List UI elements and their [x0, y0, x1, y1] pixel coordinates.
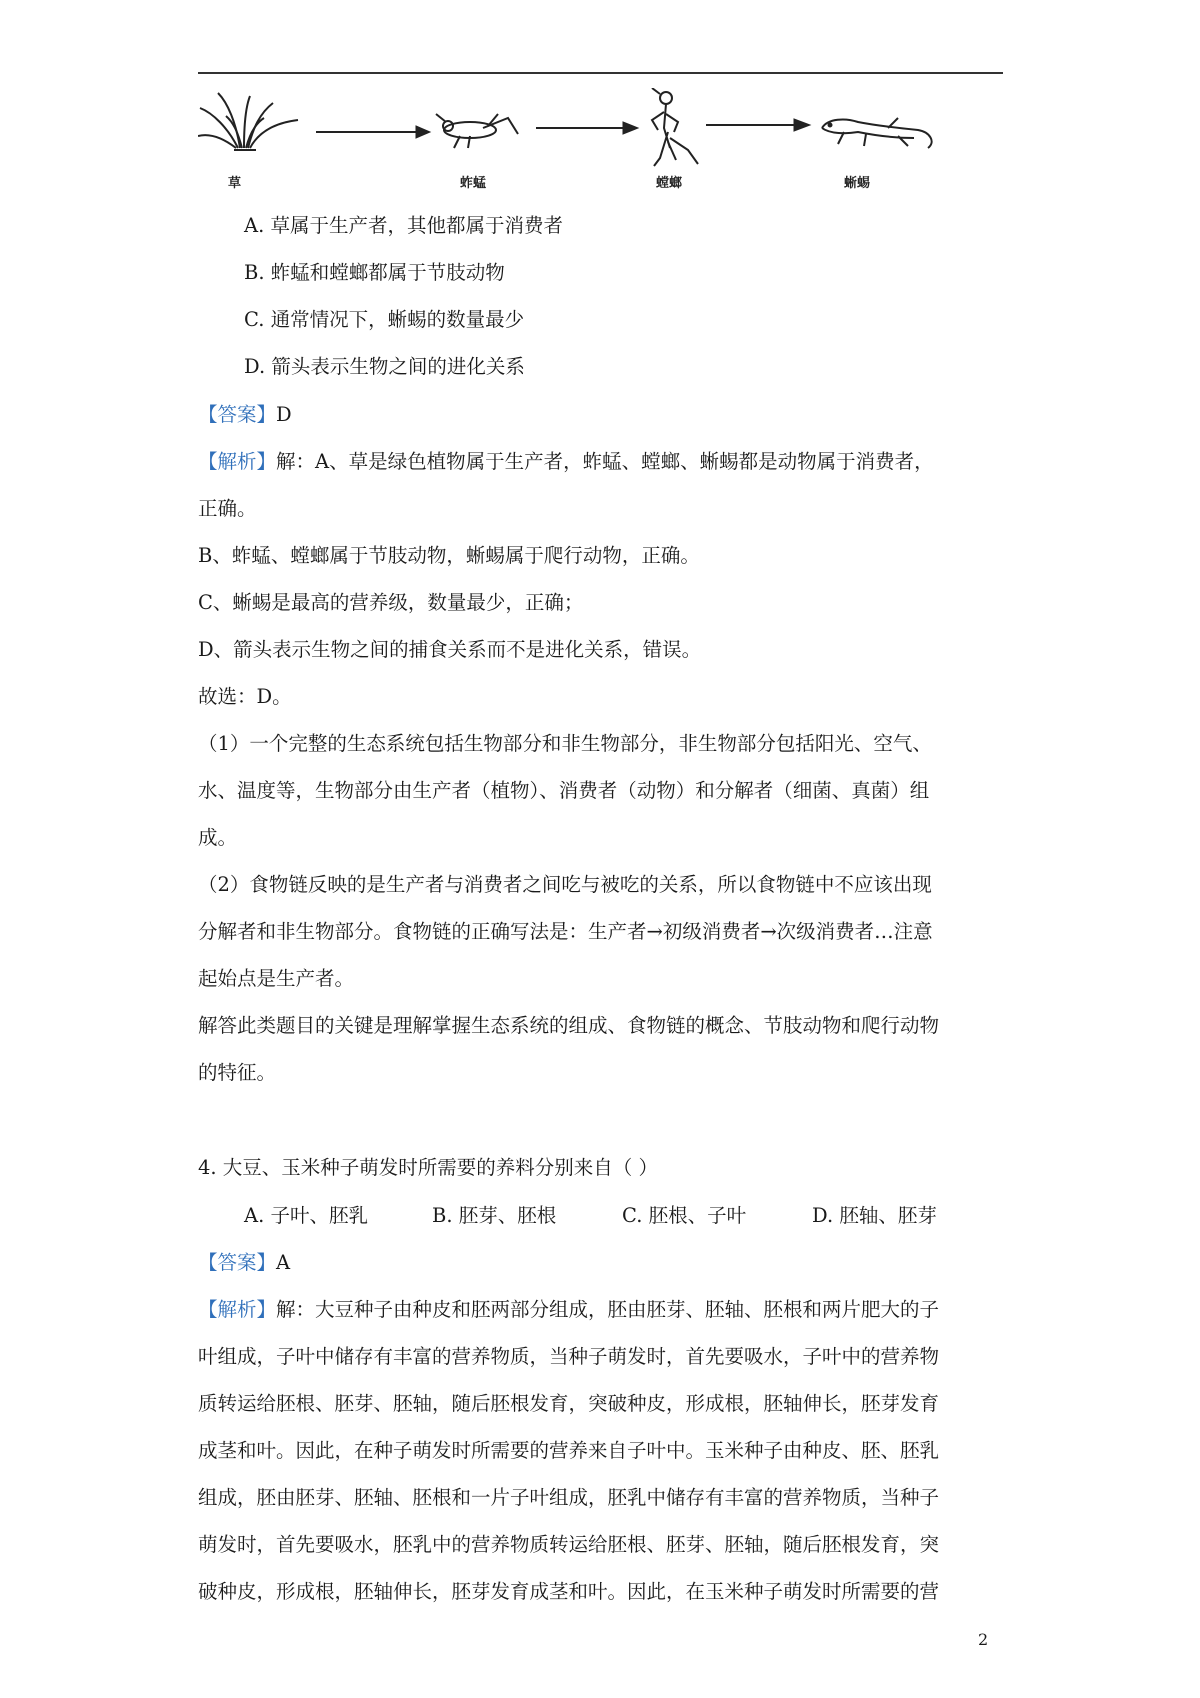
q4-analysis-line: 破种皮，形成根，胚轴伸长，胚芽发育成茎和叶。因此，在玉米种子萌发时所需要的营	[198, 1580, 940, 1603]
q3-option-b: B. 蚱蜢和螳螂都属于节肢动物	[244, 261, 505, 284]
figure-label-grasshopper: 蚱蜢	[460, 176, 487, 191]
grasshopper-illustration	[436, 114, 518, 148]
q3-analysis-first-line	[198, 449, 934, 475]
q3-analysis-line: （1）一个完整的生态系统包括生物部分和非生物部分，非生物部分包括阳光、空气、	[198, 732, 932, 755]
header-rule	[198, 72, 1003, 74]
q3-analysis-line: 分解者和非生物部分。食物链的正确写法是：生产者→初级消费者→次级消费者…注意	[198, 920, 933, 943]
answer-value: D	[276, 403, 292, 426]
q3-analysis-line: 故选：D。	[198, 685, 292, 708]
q4-option-b: B. 胚芽、胚根	[432, 1204, 557, 1227]
grass-illustration	[198, 93, 298, 150]
q4-analysis-line: 成茎和叶。因此，在种子萌发时所需要的营养来自子叶中。玉米种子由种皮、胚、胚乳	[198, 1439, 940, 1462]
q4-option-d: D. 胚轴、胚芽	[812, 1204, 937, 1227]
q4-analysis-line: 萌发时，首先要吸水，胚乳中的营养物质转运给胚根、胚芽、胚轴，随后胚根发育，突	[198, 1533, 940, 1556]
arrow-2	[536, 122, 638, 134]
q4-option-c: C. 胚根、子叶	[622, 1204, 747, 1227]
answer-tag: 【答案】	[198, 403, 277, 426]
figure-label-lizard: 蜥蜴	[844, 176, 871, 191]
q4-analysis-line: 组成，胚由胚芽、胚轴、胚根和一片子叶组成，胚乳中储存有丰富的营养物质，当种子	[198, 1486, 940, 1509]
q3-answer	[198, 402, 292, 428]
q3-analysis-line: B、蚱蜢、螳螂属于节肢动物，蜥蜴属于爬行动物，正确。	[198, 544, 700, 567]
page-number: 2	[978, 1630, 989, 1649]
q4-option-a: A. 子叶、胚乳	[244, 1204, 368, 1227]
q3-analysis-line: C、蜥蜴是最高的营养级，数量最少，正确；	[198, 591, 584, 614]
arrow-1	[316, 126, 430, 138]
q3-option-c: C. 通常情况下，蜥蜴的数量最少	[244, 308, 525, 331]
arrow-3	[706, 119, 810, 131]
lizard-illustration	[822, 118, 932, 148]
analysis-text: 解：A、草是绿色植物属于生产者，蚱蜢、螳螂、蜥蜴都是动物属于消费者，	[276, 450, 934, 473]
q4-analysis-line: 质转运给胚根、胚芽、胚轴，随后胚根发育，突破种皮，形成根，胚轴伸长，胚芽发育	[198, 1392, 940, 1415]
analysis-tag: 【解析】	[198, 450, 277, 473]
answer-tag: 【答案】	[198, 1251, 277, 1274]
q4-answer	[198, 1250, 290, 1276]
q3-analysis-line: 成。	[198, 826, 238, 849]
analysis-tag: 【解析】	[198, 1298, 277, 1321]
q3-option-a: A. 草属于生产者，其他都属于消费者	[244, 214, 563, 237]
q3-analysis-line: 的特征。	[198, 1061, 277, 1084]
q4-analysis-line: 叶组成，子叶中储存有丰富的营养物质，当种子萌发时，首先要吸水，子叶中的营养物	[198, 1345, 940, 1368]
figure-label-mantis: 螳螂	[656, 176, 683, 191]
q3-analysis-line: 水、温度等，生物部分由生产者（植物）、消费者（动物）和分解者（细菌、真菌）组	[198, 779, 930, 802]
answer-value: A	[276, 1251, 291, 1274]
food-chain-figure	[198, 88, 1010, 198]
q4-analysis-first-line	[198, 1297, 939, 1323]
food-chain-drawing	[198, 88, 1010, 198]
analysis-text: 解：大豆种子由种皮和胚两部分组成，胚由胚芽、胚轴、胚根和两片肥大的子	[276, 1298, 940, 1321]
figure-label-grass: 草	[228, 176, 242, 191]
q3-analysis-line: D、箭头表示生物之间的捕食关系而不是进化关系，错误。	[198, 638, 702, 661]
q3-analysis-line: （2）食物链反映的是生产者与消费者之间吃与被吃的关系，所以食物链中不应该出现	[198, 873, 932, 896]
q3-analysis-line: 解答此类题目的关键是理解掌握生态系统的组成、食物链的概念、节肢动物和爬行动物	[198, 1014, 940, 1037]
mantis-illustration	[652, 88, 698, 166]
q3-analysis-line: 起始点是生产者。	[198, 967, 355, 990]
q4-options-row	[244, 1203, 937, 1229]
q3-analysis-line: 正确。	[198, 497, 257, 520]
q3-option-d: D. 箭头表示生物之间的进化关系	[244, 355, 525, 378]
q4-stem: 4. 大豆、玉米种子萌发时所需要的养料分别来自（ ）	[198, 1156, 659, 1179]
